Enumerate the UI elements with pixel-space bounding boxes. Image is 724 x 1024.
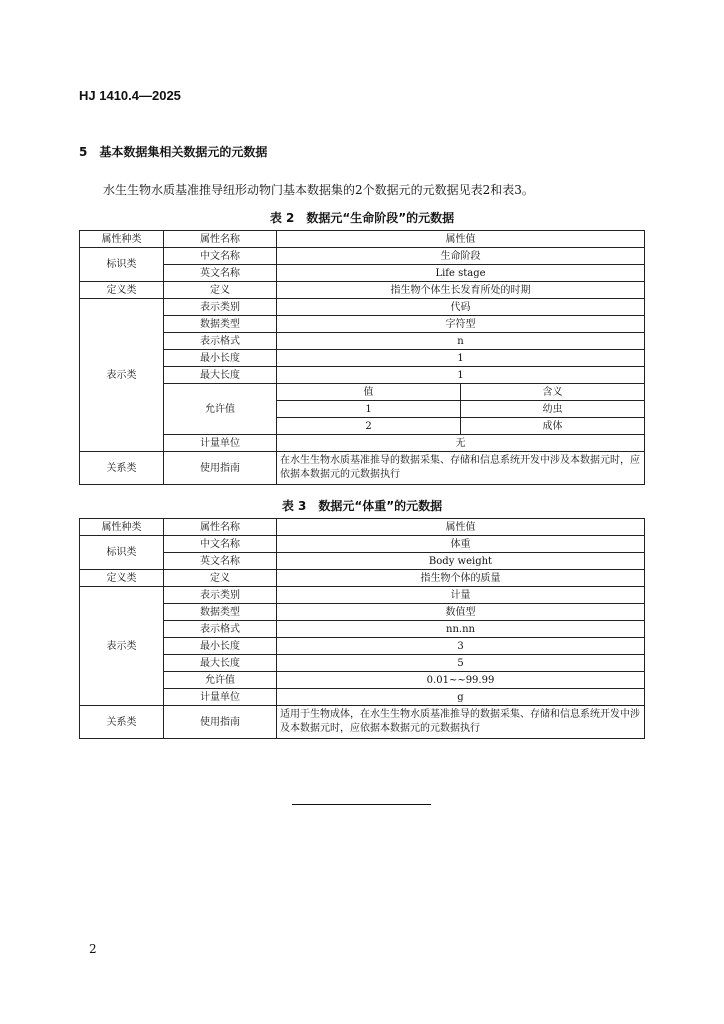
category-cell: 定义类 <box>80 570 164 587</box>
col-header: 属性名称 <box>164 519 277 536</box>
attr-name: 计量单位 <box>164 435 277 452</box>
table-row <box>80 435 645 452</box>
table-row <box>80 536 645 553</box>
attr-name: 定义 <box>164 282 277 299</box>
table-row <box>80 367 645 384</box>
table-row <box>80 570 645 587</box>
attr-name: 中文名称 <box>164 536 277 553</box>
table3-caption: 表 3 数据元“体重”的元数据 <box>281 499 443 513</box>
standard-number: HJ 1410.4—2025 <box>79 88 181 103</box>
table-row <box>80 706 645 739</box>
table-row <box>80 655 645 672</box>
table-row <box>80 299 645 316</box>
table3 <box>79 518 645 739</box>
attr-name: 数据类型 <box>164 316 277 333</box>
category-cell: 表示类 <box>80 587 164 706</box>
table-row <box>277 384 644 401</box>
attr-value: 5 <box>277 655 645 672</box>
attr-value: 计量 <box>277 587 645 604</box>
category-cell: 关系类 <box>80 706 164 739</box>
attr-value: 无 <box>277 435 645 452</box>
intro-paragraph: 水生生物水质基准推导纽形动物门基本数据集的2个数据元的元数据见表2和表3。 <box>103 183 534 197</box>
table-row <box>80 587 645 604</box>
col-header: 属性值 <box>277 231 645 248</box>
table-row <box>277 418 644 435</box>
attr-name: 最大长度 <box>164 655 277 672</box>
attr-value: 指生物个体生长发育所处的时期 <box>277 282 645 299</box>
attr-value: 3 <box>277 638 645 655</box>
table-row <box>80 553 645 570</box>
attr-name: 表示类别 <box>164 587 277 604</box>
attr-value: 数值型 <box>277 604 645 621</box>
table-row <box>80 231 645 248</box>
table-row <box>80 350 645 367</box>
attr-name: 表示格式 <box>164 621 277 638</box>
attr-name: 中文名称 <box>164 248 277 265</box>
attr-value: g <box>277 689 645 706</box>
col-header: 属性名称 <box>164 231 277 248</box>
attr-name: 使用指南 <box>164 706 277 739</box>
attr-value: Life stage <box>277 265 645 282</box>
attr-value: 生命阶段 <box>277 248 645 265</box>
attr-value: 在水生生物水质基准推导的数据采集、存储和信息系统开发中涉及本数据元时，应依据本数据元的元数据执行 <box>277 452 645 485</box>
table-row <box>80 604 645 621</box>
table-row <box>80 621 645 638</box>
table-row <box>80 333 645 350</box>
attr-name: 定义 <box>164 570 277 587</box>
table-row <box>80 282 645 299</box>
allowed-meaning: 幼虫 <box>461 401 645 418</box>
attr-value: 代码 <box>277 299 645 316</box>
table-row <box>80 384 645 435</box>
category-cell: 标识类 <box>80 248 164 282</box>
col-header: 属性种类 <box>80 231 164 248</box>
attr-name: 计量单位 <box>164 689 277 706</box>
category-cell: 定义类 <box>80 282 164 299</box>
page-number: 2 <box>89 942 97 956</box>
allowed-values-cell <box>277 384 645 435</box>
table-row <box>80 672 645 689</box>
col-header: 属性种类 <box>80 519 164 536</box>
table-row <box>80 452 645 485</box>
allowed-values-table <box>277 384 644 434</box>
section-number: 5 <box>79 145 88 159</box>
allowed-meaning: 成体 <box>542 420 563 432</box>
attr-name: 最小长度 <box>164 638 277 655</box>
category-cell: 标识类 <box>80 536 164 570</box>
table-row <box>80 519 645 536</box>
attr-value: 0.01~~99.99 <box>277 672 645 689</box>
table-row <box>80 265 645 282</box>
attr-value: Body weight <box>277 553 645 570</box>
category-cell: 关系类 <box>80 452 164 485</box>
attr-value: nn.nn <box>277 621 645 638</box>
attr-name: 表示类别 <box>164 299 277 316</box>
allowed-value: 2 <box>277 418 461 435</box>
attr-name: 英文名称 <box>164 553 277 570</box>
table-row <box>80 316 645 333</box>
section-title: 基本数据集相关数据元的元数据 <box>99 145 268 159</box>
attr-value: 适用于生物成体，在水生生物水质基准推导的数据采集、存储和信息系统开发中涉及本数据元时，应依据本数据元的元数据执行 <box>277 706 645 739</box>
table2 <box>79 230 645 485</box>
table2-caption: 表 2 数据元“生命阶段”的元数据 <box>269 211 455 225</box>
attr-value: 体重 <box>277 536 645 553</box>
attr-name: 使用指南 <box>164 452 277 485</box>
attr-value: 1 <box>277 367 645 384</box>
col-header: 属性值 <box>277 519 645 536</box>
attr-name: 表示格式 <box>164 333 277 350</box>
attr-name: 最小长度 <box>164 350 277 367</box>
category-cell: 表示类 <box>80 299 164 452</box>
attr-name: 最大长度 <box>164 367 277 384</box>
section-heading <box>79 143 267 160</box>
attr-value: 指生物个体的质量 <box>277 570 645 587</box>
attr-name: 允许值 <box>164 384 277 435</box>
attr-value: 1 <box>277 350 645 367</box>
allowed-header-value: 值 <box>277 384 461 401</box>
table-row <box>277 401 644 418</box>
table-row <box>80 638 645 655</box>
attr-name: 英文名称 <box>164 265 277 282</box>
attr-value: 字符型 <box>277 316 645 333</box>
attr-name: 数据类型 <box>164 604 277 621</box>
table-row <box>80 689 645 706</box>
allowed-value: 1 <box>277 401 461 418</box>
end-rule <box>292 804 431 805</box>
allowed-header-meaning: 含义 <box>461 384 645 401</box>
table-row <box>80 248 645 265</box>
attr-value: n <box>277 333 645 350</box>
attr-name: 允许值 <box>164 672 277 689</box>
